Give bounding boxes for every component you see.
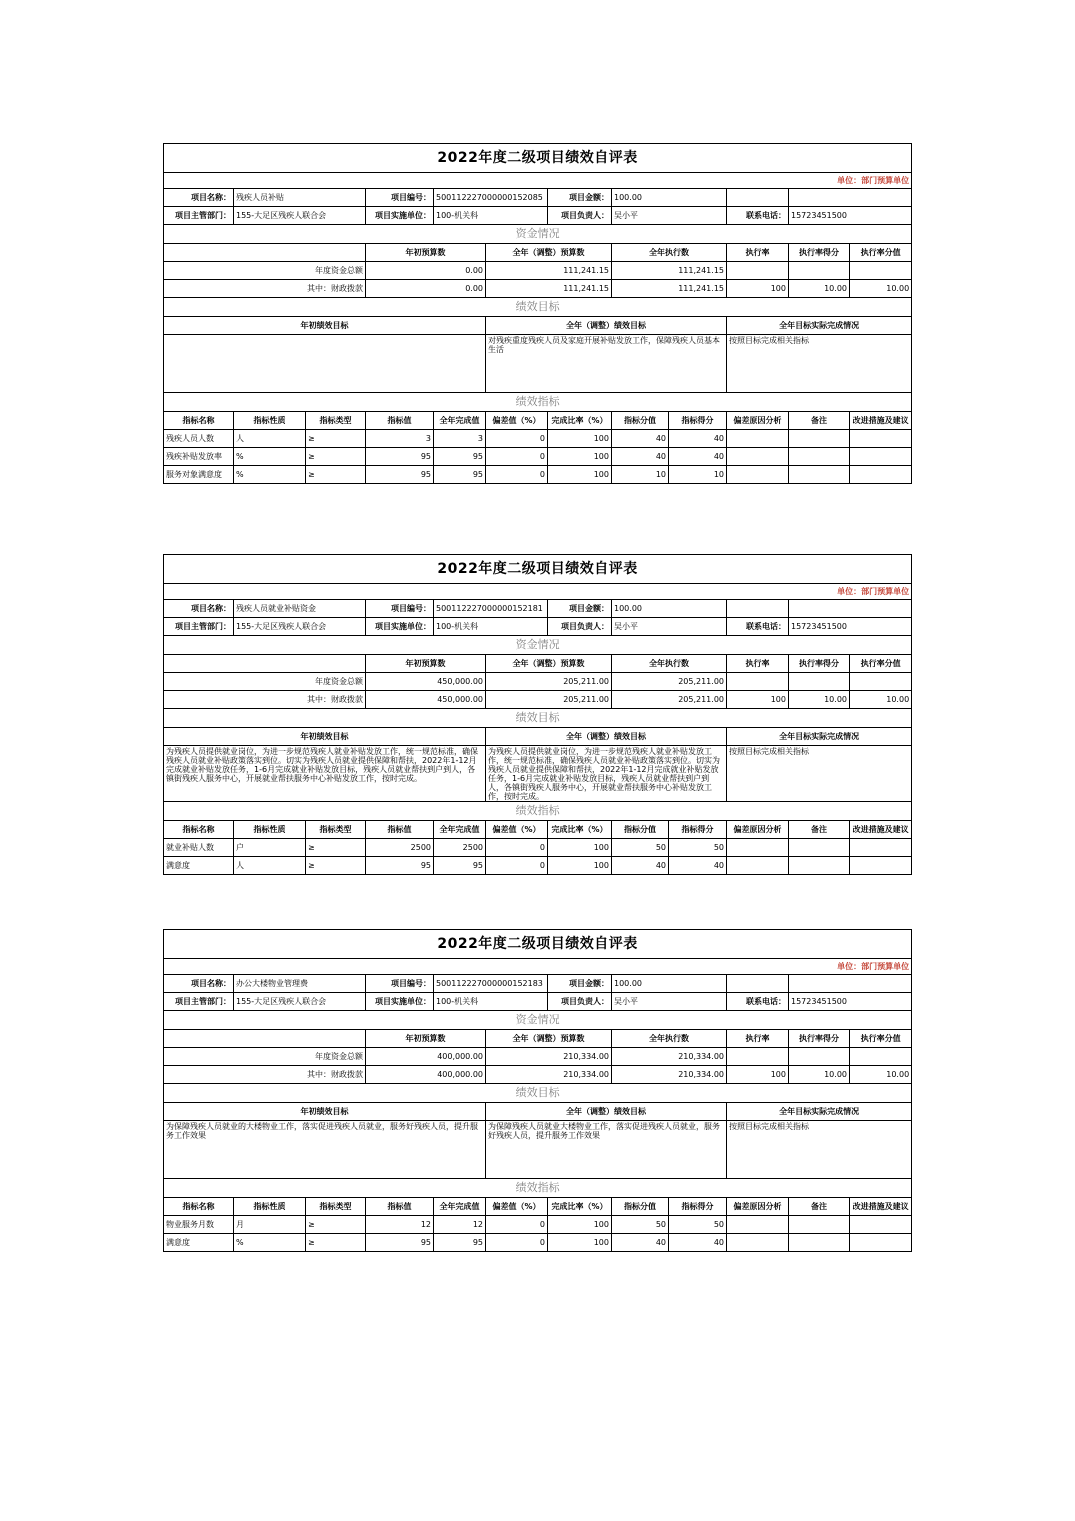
project-code: 500112227000000152183	[434, 975, 548, 993]
fund-section-title: 资金情况	[164, 225, 912, 244]
goal-actual: 按照目标完成相关指标	[727, 335, 912, 393]
ind-ratio: 100	[548, 1234, 612, 1252]
ind-ratio: 100	[548, 430, 612, 448]
fund-section-title: 资金情况	[164, 636, 912, 655]
fund-init: 450,000.00	[366, 673, 486, 691]
ind-reason	[727, 857, 789, 875]
fund-row-label: 年度资金总额	[164, 1048, 366, 1066]
fund-header: 全年（调整）预算数	[486, 1030, 612, 1048]
ind-weight: 40	[612, 1234, 669, 1252]
indicator-header: 偏差值（%）	[486, 1198, 548, 1216]
impl-value: 100-机关科	[434, 993, 548, 1011]
fund-row-label: 其中：财政拨款	[164, 691, 366, 709]
ind-improve	[850, 839, 912, 857]
indicator-section-title: 绩效指标	[164, 1179, 912, 1198]
contact-value: 吴小平	[612, 618, 727, 636]
ind-value: 95	[366, 1234, 434, 1252]
ind-reason	[727, 1234, 789, 1252]
indicator-header: 指标分值	[612, 1198, 669, 1216]
indicator-row	[164, 1216, 912, 1234]
ind-name: 满意度	[164, 1234, 234, 1252]
fund-adj: 210,334.00	[486, 1066, 612, 1084]
indicator-header: 偏差原因分析	[727, 412, 789, 430]
ind-type: ≥	[306, 839, 366, 857]
ind-ratio: 100	[548, 857, 612, 875]
dept-label: 项目主管部门：	[164, 993, 234, 1011]
empty-cell	[727, 975, 789, 993]
ind-note	[789, 1234, 850, 1252]
fund-weight	[850, 262, 912, 280]
fund-row	[164, 280, 912, 298]
fund-adj: 210,334.00	[486, 1048, 612, 1066]
fund-score: 10.00	[789, 691, 850, 709]
fund-rate	[727, 673, 789, 691]
report-title: 2022年度二级项目绩效自评表	[164, 555, 912, 584]
ind-nature: 户	[234, 839, 306, 857]
project-name: 残疾人员就业补贴资金	[234, 600, 366, 618]
ind-nature: %	[234, 1234, 306, 1252]
ind-actual: 12	[434, 1216, 486, 1234]
ind-name: 满意度	[164, 857, 234, 875]
ind-reason	[727, 448, 789, 466]
indicator-header: 指标分值	[612, 821, 669, 839]
ind-dev: 0	[486, 430, 548, 448]
goal-header: 全年目标实际完成情况	[727, 317, 912, 335]
ind-reason	[727, 466, 789, 484]
indicator-header: 指标类型	[306, 1198, 366, 1216]
project-name: 残疾人员补贴	[234, 189, 366, 207]
indicator-header: 完成比率（%）	[548, 1198, 612, 1216]
fund-exec: 111,241.15	[612, 262, 727, 280]
dept-value: 155-大足区残疾人联合会	[234, 993, 366, 1011]
ind-value: 95	[366, 448, 434, 466]
goal-header: 全年目标实际完成情况	[727, 728, 912, 746]
ind-value: 12	[366, 1216, 434, 1234]
ind-score: 50	[669, 839, 727, 857]
fund-section-title: 资金情况	[164, 1011, 912, 1030]
ind-note	[789, 430, 850, 448]
report-table-1	[163, 143, 912, 484]
fund-score	[789, 1048, 850, 1066]
indicator-header: 指标名称	[164, 412, 234, 430]
goal-init: 为保障残疾人员就业的大楼物业工作，落实促进残疾人员就业，服务好残疾人员，提升服务工作效果	[164, 1121, 486, 1179]
fund-init: 400,000.00	[366, 1048, 486, 1066]
budget-label: 项目金额：	[548, 600, 612, 618]
fund-row-label: 年度资金总额	[164, 673, 366, 691]
fund-adj: 205,211.00	[486, 691, 612, 709]
impl-label: 项目实施单位：	[366, 207, 434, 225]
phone-label: 联系电话：	[727, 207, 789, 225]
ind-note	[789, 1216, 850, 1234]
indicator-row	[164, 1234, 912, 1252]
indicator-header: 指标性质	[234, 821, 306, 839]
ind-type: ≥	[306, 430, 366, 448]
ind-actual: 95	[434, 857, 486, 875]
ind-nature: 人	[234, 857, 306, 875]
ind-reason	[727, 430, 789, 448]
fund-rate: 100	[727, 280, 789, 298]
indicator-header: 指标性质	[234, 1198, 306, 1216]
goal-adjusted: 为保障残疾人员就业大楼物业工作，落实促进残疾人员就业，服务好残疾人员，提升服务工作效果	[486, 1121, 727, 1179]
fund-rate: 100	[727, 1066, 789, 1084]
indicator-header: 备注	[789, 1198, 850, 1216]
fund-header: 执行率分值	[850, 1030, 912, 1048]
fund-rate: 100	[727, 691, 789, 709]
dept-value: 155-大足区残疾人联合会	[234, 618, 366, 636]
fund-score: 10.00	[789, 280, 850, 298]
goal-init	[164, 335, 486, 393]
ind-score: 10	[669, 466, 727, 484]
fund-score	[789, 262, 850, 280]
indicator-header: 全年完成值	[434, 821, 486, 839]
fund-exec: 205,211.00	[612, 691, 727, 709]
indicator-header: 备注	[789, 821, 850, 839]
phone-value: 15723451500	[789, 207, 912, 225]
indicator-header: 指标得分	[669, 821, 727, 839]
fund-header: 全年（调整）预算数	[486, 655, 612, 673]
ind-value: 95	[366, 466, 434, 484]
fund-header: 执行率	[727, 244, 789, 262]
fund-header: 全年执行数	[612, 244, 727, 262]
goal-actual: 按照目标完成相关指标	[727, 1121, 912, 1179]
goal-section-title: 绩效目标	[164, 298, 912, 317]
fund-rate	[727, 1048, 789, 1066]
fund-row-label: 年度资金总额	[164, 262, 366, 280]
budget-label: 项目金额：	[548, 189, 612, 207]
ind-dev: 0	[486, 1234, 548, 1252]
dept-label: 项目主管部门：	[164, 207, 234, 225]
ind-reason	[727, 839, 789, 857]
goal-header: 年初绩效目标	[164, 1103, 486, 1121]
fund-score: 10.00	[789, 1066, 850, 1084]
indicator-header: 改进措施及建议	[850, 821, 912, 839]
contact-value: 吴小平	[612, 207, 727, 225]
indicator-row	[164, 857, 912, 875]
fund-row	[164, 691, 912, 709]
fund-weight: 10.00	[850, 691, 912, 709]
fund-header: 全年（调整）预算数	[486, 244, 612, 262]
ind-ratio: 100	[548, 448, 612, 466]
ind-ratio: 100	[548, 839, 612, 857]
project-name-label: 项目名称：	[164, 189, 234, 207]
impl-label: 项目实施单位：	[366, 993, 434, 1011]
ind-name: 服务对象满意度	[164, 466, 234, 484]
fund-score	[789, 673, 850, 691]
ind-type: ≥	[306, 857, 366, 875]
ind-name: 就业补贴人数	[164, 839, 234, 857]
ind-improve	[850, 1234, 912, 1252]
fund-header: 全年执行数	[612, 1030, 727, 1048]
ind-improve	[850, 448, 912, 466]
unit-note: 单位：部门预算单位	[164, 584, 912, 600]
indicator-header: 偏差原因分析	[727, 821, 789, 839]
goal-init: 为残疾人员提供就业岗位，为进一步规范残疾人就业补贴发放工作，统一规范标准，确保残疾人员就业补贴政策落实到位。切实为残疾人员就业提供保障和帮扶，2022年1-12月完成就业补贴发放任务，1-6月完成就业补贴发放目标，残疾人员就业帮扶到户到人，各镇街残疾人服务中心，开展就业帮扶服务中心补贴发放工作，按时完成。	[164, 746, 486, 802]
ind-improve	[850, 857, 912, 875]
ind-type: ≥	[306, 1216, 366, 1234]
ind-dev: 0	[486, 466, 548, 484]
indicator-row	[164, 430, 912, 448]
empty-cell	[164, 655, 366, 673]
ind-weight: 40	[612, 448, 669, 466]
ind-weight: 40	[612, 430, 669, 448]
indicator-header: 指标性质	[234, 412, 306, 430]
indicator-header: 偏差值（%）	[486, 821, 548, 839]
ind-ratio: 100	[548, 1216, 612, 1234]
fund-header: 执行率得分	[789, 244, 850, 262]
ind-type: ≥	[306, 448, 366, 466]
project-code-label: 项目编号：	[366, 975, 434, 993]
ind-score: 50	[669, 1216, 727, 1234]
ind-value: 2500	[366, 839, 434, 857]
indicator-row	[164, 466, 912, 484]
empty-cell	[789, 189, 912, 207]
phone-label: 联系电话：	[727, 993, 789, 1011]
budget-label: 项目金额：	[548, 975, 612, 993]
contact-label: 项目负责人：	[548, 207, 612, 225]
goal-adjusted: 为残疾人员提供就业岗位，为进一步规范残疾人就业补贴发放工作，统一规范标准，确保残疾人员就业补贴政策落实到位。切实为残疾人员就业提供保障和帮扶，2022年1-12月完成就业补贴发放任务，1-6月完成就业补贴发放目标，残疾人员就业帮扶到户到人，各镇街残疾人服务中心，开展就业帮扶服务中心补贴发放工作，按时完成。	[486, 746, 727, 802]
report-title: 2022年度二级项目绩效自评表	[164, 144, 912, 173]
indicator-header: 指标名称	[164, 821, 234, 839]
indicator-header: 指标类型	[306, 821, 366, 839]
ind-note	[789, 466, 850, 484]
empty-cell	[164, 1030, 366, 1048]
indicator-header: 指标得分	[669, 412, 727, 430]
fund-weight	[850, 1048, 912, 1066]
dept-value: 155-大足区残疾人联合会	[234, 207, 366, 225]
ind-dev: 0	[486, 1216, 548, 1234]
ind-dev: 0	[486, 839, 548, 857]
fund-exec: 210,334.00	[612, 1066, 727, 1084]
indicator-header: 全年完成值	[434, 412, 486, 430]
project-name-label: 项目名称：	[164, 600, 234, 618]
fund-init: 0.00	[366, 280, 486, 298]
fund-row	[164, 673, 912, 691]
ind-note	[789, 839, 850, 857]
impl-value: 100-机关科	[434, 618, 548, 636]
report-table-3	[163, 929, 912, 1252]
indicator-section-title: 绩效指标	[164, 393, 912, 412]
fund-row-label: 其中：财政拨款	[164, 1066, 366, 1084]
fund-exec: 111,241.15	[612, 280, 727, 298]
empty-cell	[727, 189, 789, 207]
fund-row	[164, 1048, 912, 1066]
indicator-header: 指标得分	[669, 1198, 727, 1216]
fund-exec: 205,211.00	[612, 673, 727, 691]
fund-exec: 210,334.00	[612, 1048, 727, 1066]
fund-init: 450,000.00	[366, 691, 486, 709]
ind-improve	[850, 1216, 912, 1234]
project-name: 办公大楼物业管理费	[234, 975, 366, 993]
ind-value: 95	[366, 857, 434, 875]
project-code: 500112227000000152181	[434, 600, 548, 618]
phone-value: 15723451500	[789, 618, 912, 636]
ind-actual: 95	[434, 466, 486, 484]
goal-header: 年初绩效目标	[164, 317, 486, 335]
ind-actual: 2500	[434, 839, 486, 857]
goal-section-title: 绩效目标	[164, 1084, 912, 1103]
impl-value: 100-机关科	[434, 207, 548, 225]
indicator-header: 指标名称	[164, 1198, 234, 1216]
fund-header: 执行率分值	[850, 655, 912, 673]
indicator-header: 指标值	[366, 1198, 434, 1216]
goal-header: 年初绩效目标	[164, 728, 486, 746]
fund-row	[164, 262, 912, 280]
fund-init: 0.00	[366, 262, 486, 280]
ind-weight: 40	[612, 857, 669, 875]
ind-name: 物业服务月数	[164, 1216, 234, 1234]
ind-dev: 0	[486, 857, 548, 875]
ind-type: ≥	[306, 1234, 366, 1252]
fund-header: 执行率	[727, 655, 789, 673]
ind-score: 40	[669, 1234, 727, 1252]
ind-score: 40	[669, 430, 727, 448]
ind-name: 残疾补贴发放率	[164, 448, 234, 466]
fund-header: 年初预算数	[366, 655, 486, 673]
indicator-section-title: 绩效指标	[164, 802, 912, 821]
goal-header: 全年目标实际完成情况	[727, 1103, 912, 1121]
phone-label: 联系电话：	[727, 618, 789, 636]
indicator-header: 全年完成值	[434, 1198, 486, 1216]
ind-nature: 人	[234, 430, 306, 448]
contact-value: 吴小平	[612, 993, 727, 1011]
indicator-header: 完成比率（%）	[548, 412, 612, 430]
fund-header: 年初预算数	[366, 1030, 486, 1048]
empty-cell	[789, 975, 912, 993]
phone-value: 15723451500	[789, 993, 912, 1011]
empty-cell	[789, 600, 912, 618]
ind-ratio: 100	[548, 466, 612, 484]
ind-score: 40	[669, 857, 727, 875]
report-sheet-2	[163, 554, 911, 875]
indicator-row	[164, 839, 912, 857]
ind-actual: 95	[434, 448, 486, 466]
ind-type: ≥	[306, 466, 366, 484]
fund-init: 400,000.00	[366, 1066, 486, 1084]
ind-nature: %	[234, 466, 306, 484]
empty-cell	[164, 244, 366, 262]
project-code-label: 项目编号：	[366, 189, 434, 207]
ind-reason	[727, 1216, 789, 1234]
ind-actual: 95	[434, 1234, 486, 1252]
budget-value: 100.00	[612, 975, 727, 993]
ind-dev: 0	[486, 448, 548, 466]
indicator-row	[164, 448, 912, 466]
unit-note: 单位：部门预算单位	[164, 959, 912, 975]
fund-adj: 111,241.15	[486, 280, 612, 298]
fund-row-label: 其中：财政拨款	[164, 280, 366, 298]
goal-header: 全年（调整）绩效目标	[486, 317, 727, 335]
indicator-header: 偏差值（%）	[486, 412, 548, 430]
empty-cell	[727, 600, 789, 618]
fund-row	[164, 1066, 912, 1084]
fund-header: 执行率得分	[789, 655, 850, 673]
project-code: 500112227000000152085	[434, 189, 548, 207]
fund-weight: 10.00	[850, 1066, 912, 1084]
ind-improve	[850, 430, 912, 448]
fund-header: 年初预算数	[366, 244, 486, 262]
ind-actual: 3	[434, 430, 486, 448]
ind-name: 残疾人员人数	[164, 430, 234, 448]
project-code-label: 项目编号：	[366, 600, 434, 618]
indicator-header: 指标值	[366, 412, 434, 430]
fund-header: 执行率得分	[789, 1030, 850, 1048]
indicator-header: 改进措施及建议	[850, 1198, 912, 1216]
goal-header: 全年（调整）绩效目标	[486, 728, 727, 746]
budget-value: 100.00	[612, 600, 727, 618]
report-title: 2022年度二级项目绩效自评表	[164, 930, 912, 959]
report-table-2	[163, 554, 912, 875]
indicator-header: 指标值	[366, 821, 434, 839]
goal-header: 全年（调整）绩效目标	[486, 1103, 727, 1121]
goal-adjusted: 对残疾重度残疾人员及家庭开展补贴发放工作，保障残疾人员基本生活	[486, 335, 727, 393]
goal-section-title: 绩效目标	[164, 709, 912, 728]
report-sheet-3	[163, 929, 911, 1252]
project-name-label: 项目名称：	[164, 975, 234, 993]
goal-actual: 按照目标完成相关指标	[727, 746, 912, 802]
ind-value: 3	[366, 430, 434, 448]
fund-adj: 205,211.00	[486, 673, 612, 691]
fund-weight: 10.00	[850, 280, 912, 298]
fund-weight	[850, 673, 912, 691]
dept-label: 项目主管部门：	[164, 618, 234, 636]
fund-header: 执行率分值	[850, 244, 912, 262]
ind-note	[789, 448, 850, 466]
impl-label: 项目实施单位：	[366, 618, 434, 636]
unit-note: 单位：部门预算单位	[164, 173, 912, 189]
ind-nature: %	[234, 448, 306, 466]
ind-note	[789, 857, 850, 875]
budget-value: 100.00	[612, 189, 727, 207]
ind-weight: 50	[612, 839, 669, 857]
fund-header: 执行率	[727, 1030, 789, 1048]
fund-header: 全年执行数	[612, 655, 727, 673]
indicator-header: 改进措施及建议	[850, 412, 912, 430]
indicator-header: 完成比率（%）	[548, 821, 612, 839]
indicator-header: 指标分值	[612, 412, 669, 430]
indicator-header: 备注	[789, 412, 850, 430]
ind-weight: 10	[612, 466, 669, 484]
indicator-header: 指标类型	[306, 412, 366, 430]
indicator-header: 偏差原因分析	[727, 1198, 789, 1216]
contact-label: 项目负责人：	[548, 993, 612, 1011]
report-sheet-1	[163, 143, 911, 484]
fund-rate	[727, 262, 789, 280]
ind-score: 40	[669, 448, 727, 466]
fund-adj: 111,241.15	[486, 262, 612, 280]
ind-improve	[850, 466, 912, 484]
contact-label: 项目负责人：	[548, 618, 612, 636]
ind-weight: 50	[612, 1216, 669, 1234]
ind-nature: 月	[234, 1216, 306, 1234]
